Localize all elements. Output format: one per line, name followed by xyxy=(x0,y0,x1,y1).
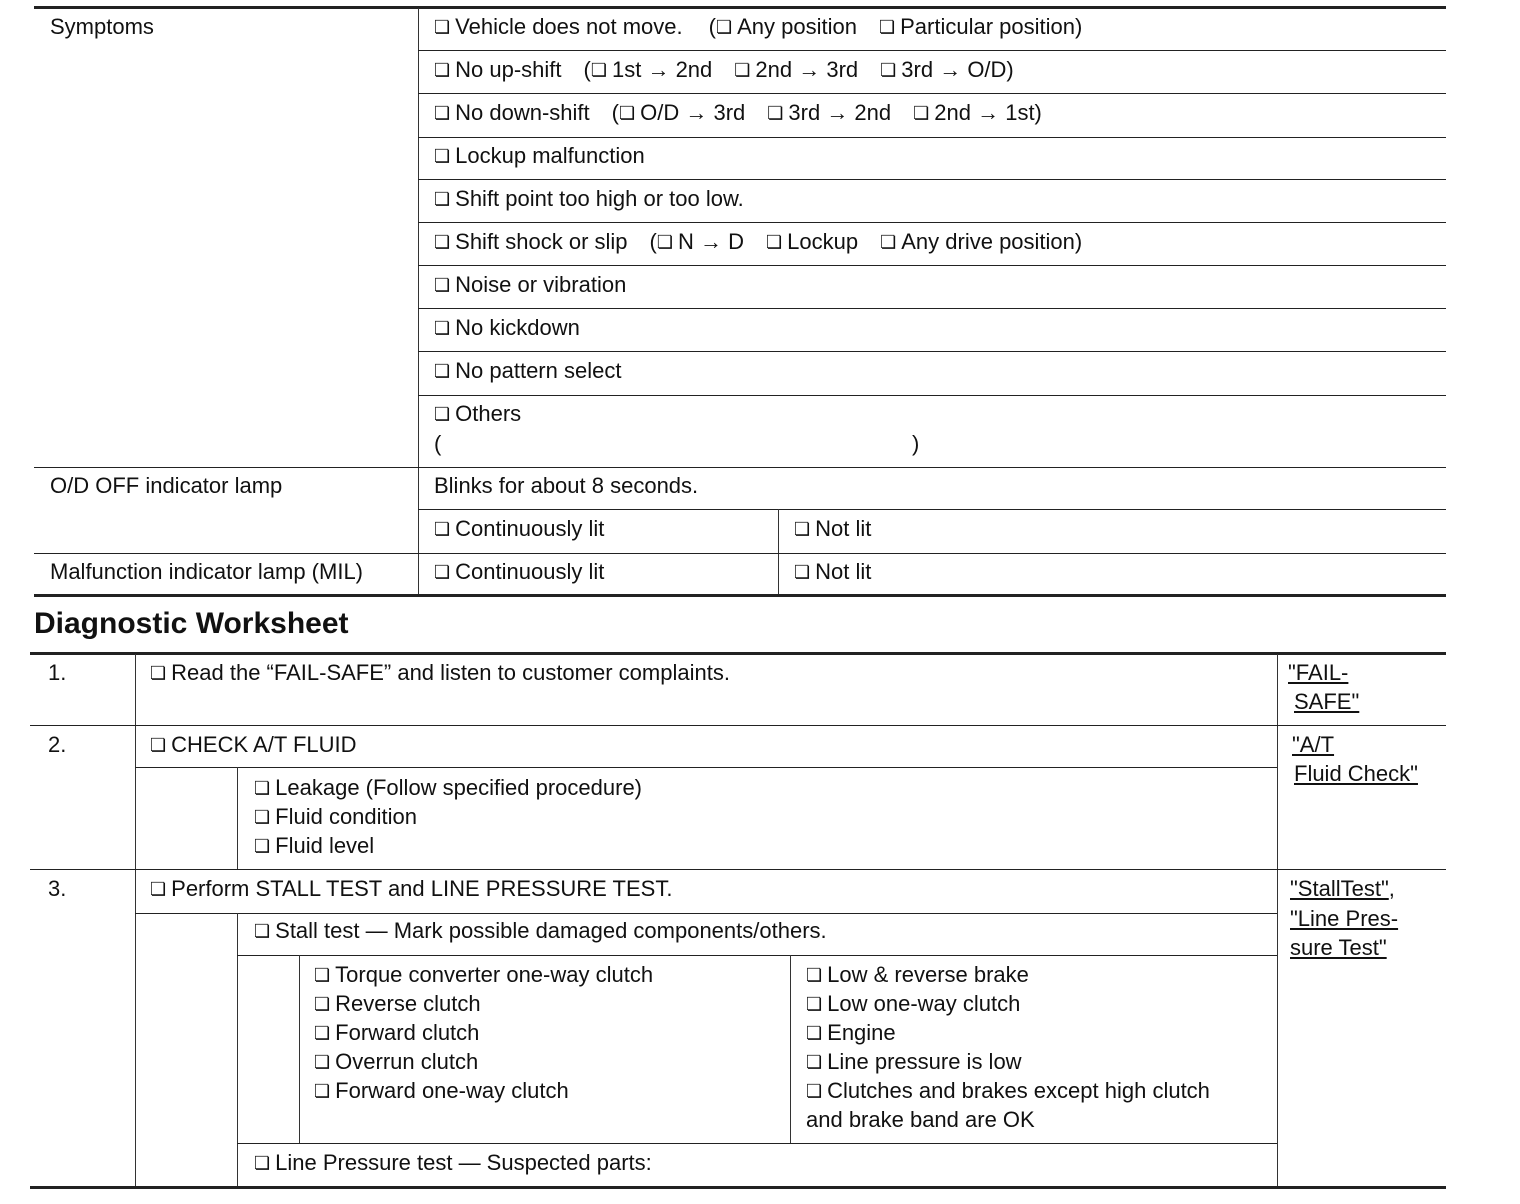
row-line xyxy=(237,1143,1277,1144)
symptom-others-text: Others xyxy=(455,401,522,426)
checkbox-low-reverse-brake[interactable] xyxy=(806,962,827,987)
mil-continuous xyxy=(434,557,604,588)
option-3rd-od: 3rd → O/D) xyxy=(901,57,1014,82)
symptom-pattern xyxy=(434,356,621,387)
sub-col-divider xyxy=(299,955,300,1144)
checkbox-2nd-3rd[interactable] xyxy=(734,57,755,82)
link-fail-safe-line1: "FAIL- xyxy=(1288,660,1349,685)
checkbox-noise[interactable] xyxy=(434,272,455,297)
option-od-3rd: O/D → 3rd xyxy=(640,100,746,125)
row-line xyxy=(135,767,1277,768)
option-2nd-3rd: 2nd → 3rd xyxy=(755,57,859,82)
component-text: Overrun clutch xyxy=(335,1049,479,1074)
checkbox-vehicle-no-move[interactable] xyxy=(434,14,455,39)
component-item xyxy=(314,960,653,991)
symptom-kickdown-text: No kickdown xyxy=(455,315,580,340)
row-line xyxy=(237,955,1277,956)
checkbox-no-kickdown[interactable] xyxy=(434,315,455,340)
checkbox-leakage[interactable] xyxy=(254,775,275,800)
component-item xyxy=(314,1047,478,1078)
link-line-pres-line1: "Line Pres- xyxy=(1290,906,1399,931)
link-at-line1: "A/T xyxy=(1292,732,1335,757)
sub-col-divider xyxy=(790,955,791,1144)
symptom-no-downshift xyxy=(434,98,1042,129)
checkbox-others[interactable] xyxy=(434,401,455,426)
option-particular-position: Particular position) xyxy=(900,14,1083,39)
checkbox-2nd-1st[interactable] xyxy=(913,100,934,125)
symptom-vehicle-no-move-text: Vehicle does not move. xyxy=(455,14,683,39)
option-any-position: Any position xyxy=(737,14,857,39)
worksheet-title: Diagnostic Worksheet xyxy=(34,607,349,640)
symptom-kickdown xyxy=(434,313,580,344)
option-paren: ( xyxy=(708,14,716,39)
checkbox-check-at-fluid[interactable] xyxy=(150,732,171,757)
row-line xyxy=(34,467,1446,468)
checkbox-line-pressure-low[interactable] xyxy=(806,1049,827,1074)
symptom-lockup-text: Lockup malfunction xyxy=(455,143,645,168)
top-border xyxy=(34,6,1446,9)
mil-not-lit xyxy=(794,557,871,588)
link-fail-safe-2[interactable] xyxy=(1294,687,1359,716)
checkbox-line-pressure-test[interactable] xyxy=(254,1150,275,1175)
checkbox-no-downshift[interactable] xyxy=(434,100,455,125)
checkbox-od-continuously-lit[interactable] xyxy=(434,516,455,541)
row-line xyxy=(418,351,1446,352)
worksheet-top-border xyxy=(30,652,1446,655)
checkbox-any-position[interactable] xyxy=(716,14,737,39)
link-at-fluid-check-2[interactable] xyxy=(1294,759,1418,788)
symptom-vehicle-no-move xyxy=(434,12,1082,43)
component-item xyxy=(806,1076,1210,1107)
step3-text-label: Perform STALL TEST and LINE PRESSURE TEST. xyxy=(171,876,673,901)
row-line xyxy=(135,913,1277,914)
row-line xyxy=(418,265,1446,266)
checkbox-mil-not-lit[interactable] xyxy=(794,559,815,584)
row-line xyxy=(418,509,1446,510)
component-item xyxy=(314,1018,479,1049)
fluid-item-level xyxy=(254,831,374,862)
option-paren: ( xyxy=(611,100,619,125)
component-item-continuation: and brake band are OK xyxy=(806,1107,1035,1132)
mil-not-lit-text: Not lit xyxy=(815,559,872,584)
checkbox-perform-stall-test[interactable] xyxy=(150,876,171,901)
step-number: 1. xyxy=(48,660,67,685)
ref-comma: , xyxy=(1388,876,1395,901)
step1-text-label: Read the “FAIL-SAFE” and listen to customer complaints. xyxy=(171,660,730,685)
link-fail-safe[interactable] xyxy=(1288,658,1348,687)
fluid-item-text: Fluid condition xyxy=(275,804,418,829)
fluid-item-leakage xyxy=(254,773,642,804)
step-number: 2. xyxy=(48,732,67,757)
line-pressure-text: Line Pressure test — Suspected parts: xyxy=(275,1150,652,1175)
step-number: 3. xyxy=(48,876,67,901)
od-lamp-blinks: Blinks for about 8 seconds. xyxy=(434,473,699,498)
component-text: Line pressure is low xyxy=(827,1049,1022,1074)
checkbox-shift-point[interactable] xyxy=(434,186,455,211)
row-line xyxy=(30,869,1446,870)
others-close-paren: ) xyxy=(912,431,920,456)
row-line xyxy=(418,308,1446,309)
line-pressure-row xyxy=(254,1148,652,1179)
row-line xyxy=(418,50,1446,51)
checkbox-forward-one-way-clutch[interactable] xyxy=(314,1078,335,1103)
option-paren: ( xyxy=(583,57,591,82)
option-1st-2nd: 1st → 2nd xyxy=(612,57,713,82)
link-at-line2: Fluid Check" xyxy=(1294,761,1418,786)
checkbox-mil-continuously-lit[interactable] xyxy=(434,559,455,584)
row-line xyxy=(34,553,1446,554)
step2-text xyxy=(150,730,357,761)
link-stall-test[interactable]: "StallTest" xyxy=(1290,876,1389,901)
checkbox-1st-2nd[interactable] xyxy=(591,57,612,82)
link-line-pressure-test-2[interactable] xyxy=(1290,933,1387,962)
worksheet-bottom-border xyxy=(30,1186,1446,1189)
symptom-others xyxy=(434,399,521,430)
num-col-divider xyxy=(135,654,136,1187)
component-text: Torque converter one-way clutch xyxy=(335,962,654,987)
mil-label: Malfunction indicator lamp (MIL) xyxy=(50,559,364,584)
symptoms-label: Symptoms xyxy=(50,14,154,39)
symptom-no-downshift-text: No down-shift xyxy=(455,100,590,125)
checkbox-low-one-way-clutch[interactable] xyxy=(806,991,827,1016)
checkbox-any-drive-position[interactable] xyxy=(880,229,901,254)
fluid-item-condition xyxy=(254,802,417,833)
step3-text xyxy=(150,874,672,905)
symptom-noise-text: Noise or vibration xyxy=(455,272,627,297)
stall-test-row xyxy=(254,916,827,947)
checkbox-reverse-clutch[interactable] xyxy=(314,991,335,1016)
checkbox-od-3rd[interactable] xyxy=(619,100,640,125)
od-lamp-continuous xyxy=(434,514,604,545)
row-line xyxy=(418,395,1446,396)
checkbox-od-not-lit[interactable] xyxy=(794,516,815,541)
component-item xyxy=(806,960,1029,991)
checkbox-no-upshift[interactable] xyxy=(434,57,455,82)
component-item xyxy=(806,1018,896,1049)
row-line xyxy=(30,725,1446,726)
symptom-shift-point xyxy=(434,184,744,215)
checkbox-stall-test[interactable] xyxy=(254,918,275,943)
step1-text xyxy=(150,658,730,689)
checkbox-lockup-malfunction[interactable] xyxy=(434,143,455,168)
checkbox-fluid-level[interactable] xyxy=(254,833,275,858)
checkbox-engine[interactable] xyxy=(806,1020,827,1045)
symptom-pattern-text: No pattern select xyxy=(455,358,622,383)
symptom-shift-point-text: Shift point too high or too low. xyxy=(455,186,744,211)
link-line-pressure-test[interactable] xyxy=(1290,904,1398,933)
checkbox-clutches-brakes-ok[interactable] xyxy=(806,1078,827,1103)
symptom-shift-shock xyxy=(434,227,1082,258)
checkbox-forward-clutch[interactable] xyxy=(314,1020,335,1045)
stall-test-ref xyxy=(1290,874,1395,903)
row-line xyxy=(418,179,1446,180)
component-item xyxy=(806,989,1020,1020)
checkbox-shift-shock[interactable] xyxy=(434,229,455,254)
row-line xyxy=(418,137,1446,138)
option-any-drive-position: Any drive position) xyxy=(901,229,1083,254)
others-open-paren: ( xyxy=(434,431,442,456)
component-item xyxy=(314,989,481,1020)
component-text: Clutches and brakes except high clutch xyxy=(827,1078,1210,1103)
component-text: Engine xyxy=(827,1020,896,1045)
component-text: Low & reverse brake xyxy=(827,962,1029,987)
od-continuously-lit-text: Continuously lit xyxy=(455,516,605,541)
link-at-fluid-check[interactable] xyxy=(1292,730,1334,759)
option-n-d: N → D xyxy=(678,229,745,254)
stall-test-text: Stall test — Mark possible damaged components/others. xyxy=(275,918,827,943)
od-lamp-label: O/D OFF indicator lamp xyxy=(50,473,283,498)
symptom-noise xyxy=(434,270,626,301)
symptom-shift-shock-text: Shift shock or slip xyxy=(455,229,628,254)
row-line xyxy=(418,222,1446,223)
checkbox-particular-position[interactable] xyxy=(879,14,900,39)
fluid-item-text: Fluid level xyxy=(275,833,375,858)
checkbox-no-pattern-select[interactable] xyxy=(434,358,455,383)
checkbox-3rd-od[interactable] xyxy=(880,57,901,82)
fluid-item-text: Leakage (Follow specified procedure) xyxy=(275,775,643,800)
option-3rd-2nd: 3rd → 2nd xyxy=(788,100,892,125)
symptom-no-upshift-text: No up-shift xyxy=(455,57,562,82)
component-text: Low one-way clutch xyxy=(827,991,1021,1016)
checkbox-read-fail-safe[interactable] xyxy=(150,660,171,685)
option-2nd-1st: 2nd → 1st) xyxy=(934,100,1042,125)
checkbox-fluid-condition[interactable] xyxy=(254,804,275,829)
sub-col-divider xyxy=(237,767,238,869)
row-line xyxy=(418,93,1446,94)
component-text: Forward one-way clutch xyxy=(335,1078,569,1103)
component-text: Forward clutch xyxy=(335,1020,480,1045)
col-divider xyxy=(418,8,419,596)
top-table-bottom-border xyxy=(34,594,1446,597)
checkbox-torque-converter[interactable] xyxy=(314,962,335,987)
mil-continuously-lit-text: Continuously lit xyxy=(455,559,605,584)
checkbox-overrun-clutch[interactable] xyxy=(314,1049,335,1074)
symptom-no-upshift xyxy=(434,55,1014,86)
od-lamp-not-lit xyxy=(794,514,871,545)
checkbox-3rd-2nd[interactable] xyxy=(767,100,788,125)
option-lockup: Lockup xyxy=(787,229,859,254)
link-fail-safe-line2: SAFE" xyxy=(1294,689,1360,714)
component-text: Reverse clutch xyxy=(335,991,481,1016)
od-not-lit-text: Not lit xyxy=(815,516,872,541)
checkbox-shock-lockup[interactable] xyxy=(766,229,787,254)
component-item xyxy=(806,1047,1022,1078)
ref-col-divider xyxy=(1277,654,1278,1187)
checkbox-n-d[interactable] xyxy=(657,229,678,254)
option-paren: ( xyxy=(649,229,657,254)
component-item xyxy=(314,1076,569,1107)
symptom-lockup xyxy=(434,141,645,172)
step2-text-label: CHECK A/T FLUID xyxy=(171,732,357,757)
link-line-pres-line2: sure Test" xyxy=(1290,935,1387,960)
